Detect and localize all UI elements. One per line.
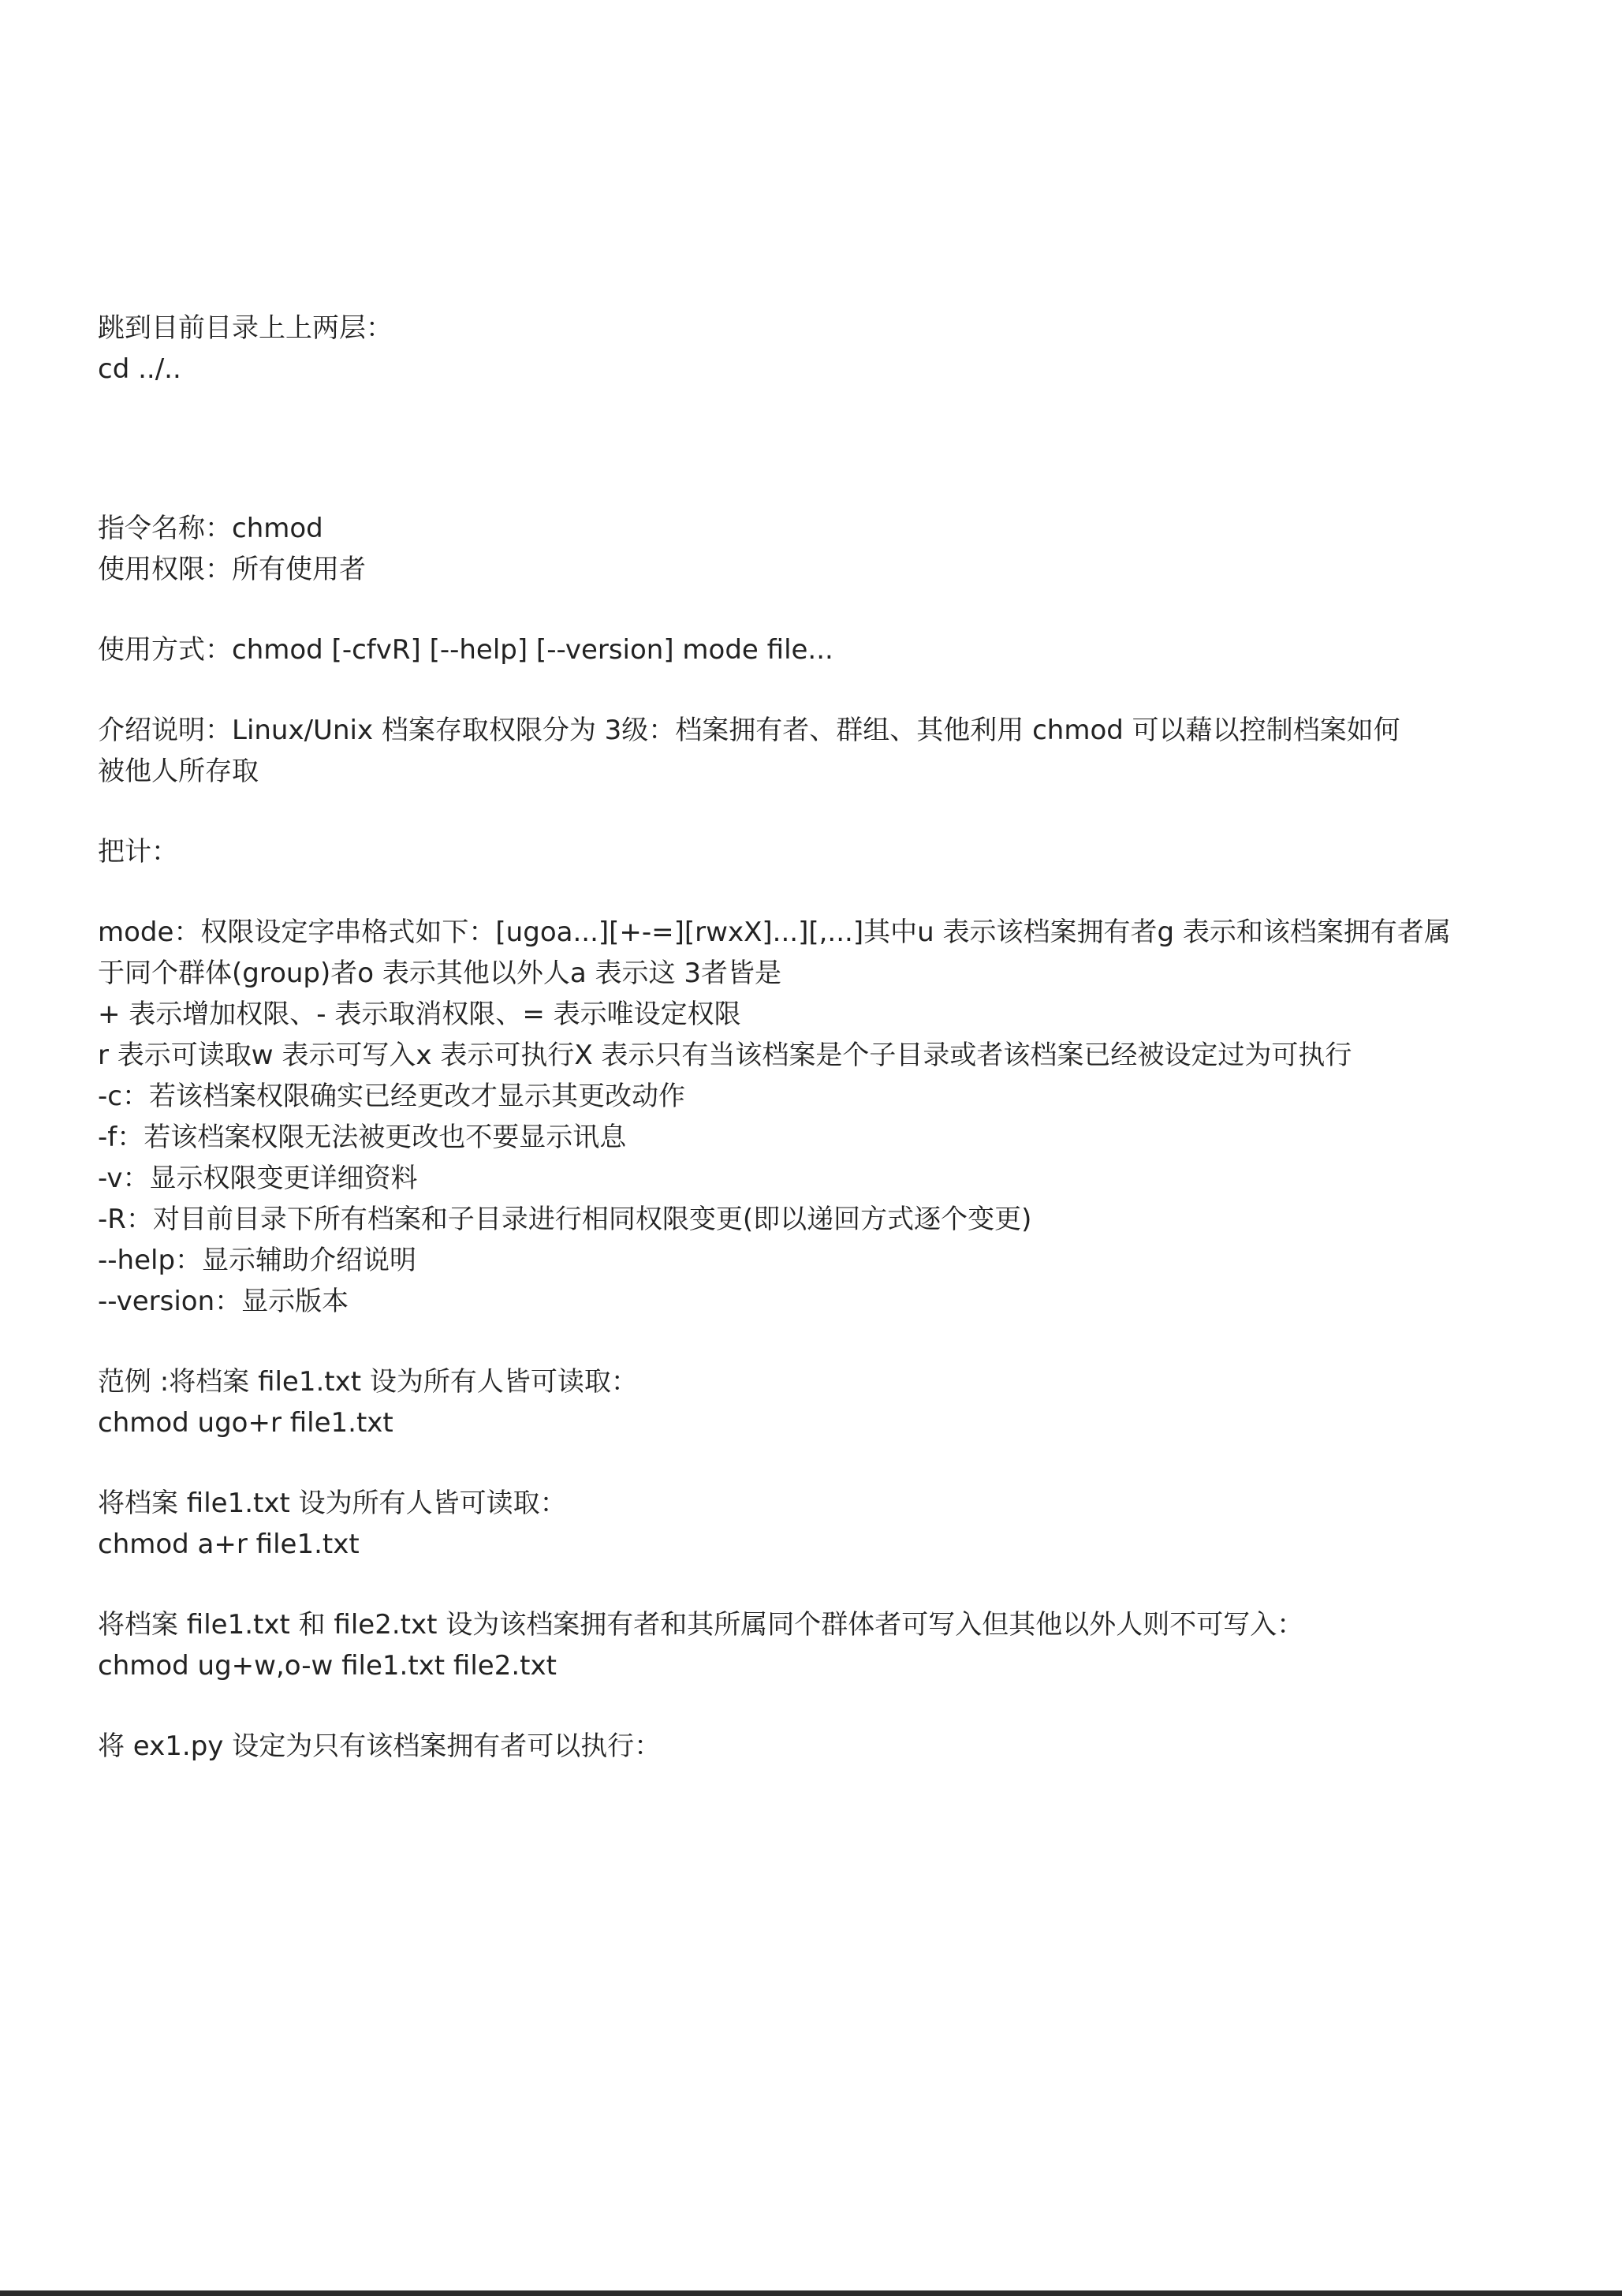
document-body	[98, 308, 1451, 1767]
section-example-2	[98, 1483, 1423, 1565]
text-line: --version：显示版本	[98, 1286, 349, 1317]
spacer	[98, 1443, 1423, 1483]
text-line: 使用方式：chmod [-cfvR] [--help] [--version] mode file...	[98, 634, 833, 666]
text-line: 跳到目前目录上上两层：	[98, 312, 393, 344]
spacer	[98, 390, 1423, 508]
text-line: 将档案 file1.txt 设为所有人皆可读取：	[98, 1488, 567, 1519]
text-line: chmod ugo+r file1.txt	[98, 1407, 393, 1439]
spacer	[98, 1686, 1423, 1726]
page-bottom-border	[0, 2290, 1622, 2296]
spacer	[98, 1565, 1423, 1604]
spacer	[98, 590, 1423, 629]
text-line: 使用权限：所有使用者	[98, 554, 366, 585]
text-line: cd ../..	[98, 353, 181, 385]
section-example-1	[98, 1361, 1423, 1443]
text-line: 指令名称：chmod	[98, 513, 323, 544]
section-description	[98, 710, 1423, 792]
spacer	[98, 872, 1423, 912]
spacer	[98, 670, 1423, 710]
text-line: 被他人所存取	[98, 756, 259, 787]
text-line: 于同个群体(group)者o 表示其他以外人a 表示这 3者皆是	[98, 958, 781, 989]
text-line: chmod ug+w,o-w file1.txt file2.txt	[98, 1650, 557, 1682]
text-line: 介绍说明：Linux/Unix 档案存取权限分为 3级：档案拥有者、群组、其他利用 chmod 可以藉以控制档案如何	[98, 715, 1400, 746]
section-usage	[98, 629, 1423, 670]
section-params-heading	[98, 831, 1423, 872]
text-line: --help：显示辅助介绍说明	[98, 1245, 417, 1276]
spacer	[98, 792, 1423, 831]
text-line: chmod a+r file1.txt	[98, 1529, 360, 1560]
text-line: mode：权限设定字串格式如下：[ugoa...][+-=][rwxX]...][,...]其中u 表示该档案拥有者g 表示和该档案拥有者属	[98, 917, 1451, 948]
section-example-4	[98, 1726, 1423, 1767]
text-line: r 表示可读取w 表示可写入x 表示可执行X 表示只有当该档案是个子目录或者该档案已经被设定过为可执行	[98, 1040, 1352, 1071]
section-cd-up-two	[98, 308, 1423, 390]
text-line: -f：若该档案权限无法被更改也不要显示讯息	[98, 1122, 627, 1153]
text-line: -R：对目前目录下所有档案和子目录进行相同权限变更(即以递回方式逐个变更)	[98, 1204, 1032, 1235]
text-line: 范例 :将档案 file1.txt 设为所有人皆可读取：	[98, 1366, 638, 1398]
text-line: 将档案 file1.txt 和 file2.txt 设为该档案拥有者和其所属同个群体者可写入但其他以外人则不可写入：	[98, 1609, 1304, 1641]
section-mode-details	[98, 912, 1451, 1322]
text-line: + 表示增加权限、- 表示取消权限、= 表示唯设定权限	[98, 999, 741, 1030]
text-line: -c：若该档案权限确实已经更改才显示其更改动作	[98, 1081, 685, 1112]
text-line: 把计：	[98, 836, 178, 868]
section-command-info	[98, 508, 1423, 590]
section-example-3	[98, 1604, 1423, 1686]
text-line: -v：显示权限变更详细资料	[98, 1163, 418, 1194]
spacer	[98, 1322, 1423, 1361]
text-line: 将 ex1.py 设定为只有该档案拥有者可以执行：	[98, 1730, 662, 1762]
